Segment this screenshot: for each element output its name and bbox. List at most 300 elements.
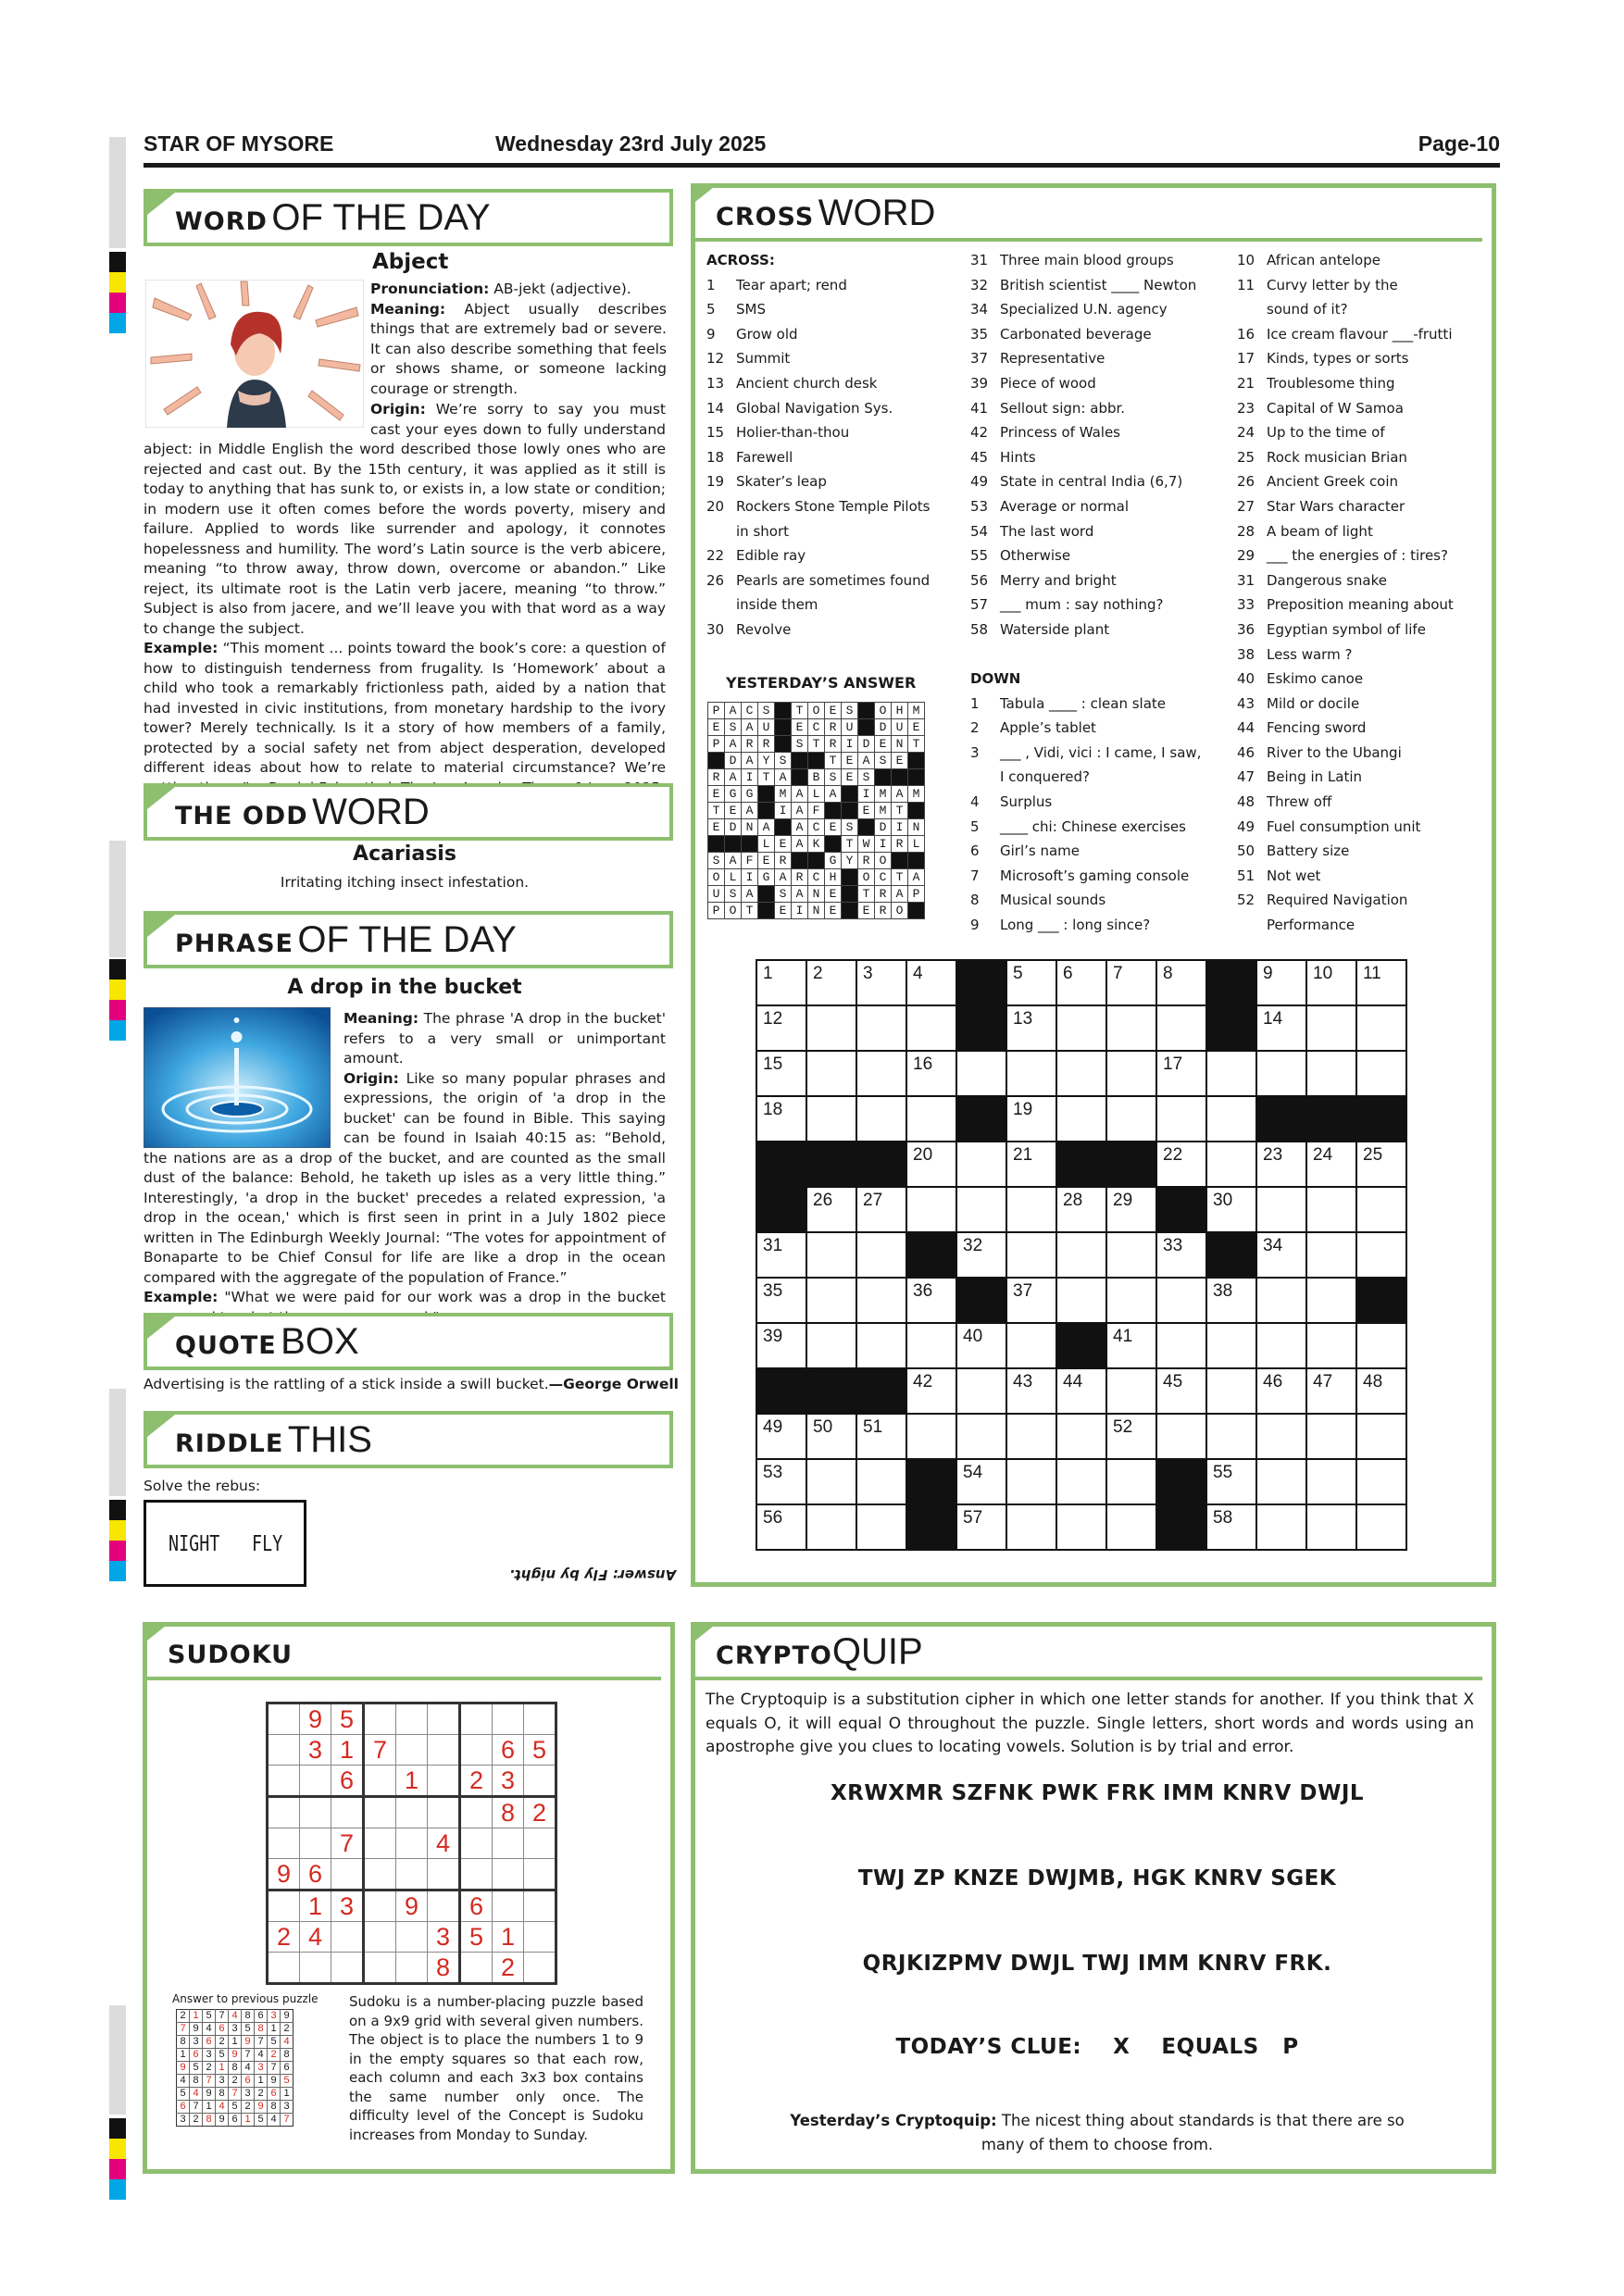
- sudoku-cell[interactable]: [300, 1797, 331, 1828]
- cell-number: 21: [1013, 1145, 1033, 1165]
- sudoku-cell[interactable]: [396, 1703, 428, 1735]
- phrase-headline: A drop in the bucket: [287, 976, 522, 999]
- crossword-cell[interactable]: [806, 1096, 856, 1142]
- crossword-cell[interactable]: [1156, 1278, 1206, 1323]
- sudoku-cell[interactable]: [493, 1828, 524, 1859]
- crossword-cell[interactable]: [1256, 1232, 1306, 1278]
- crossword-cell[interactable]: [1256, 1323, 1306, 1368]
- crossword-cell[interactable]: [806, 1504, 856, 1550]
- crossword-cell[interactable]: [856, 1459, 906, 1504]
- odd-word: Acariasis: [353, 842, 456, 866]
- crossword-cell[interactable]: [906, 1368, 956, 1414]
- crossword-cell[interactable]: [1106, 960, 1156, 1005]
- crossword-cell[interactable]: [806, 960, 856, 1005]
- cell-number: 53: [763, 1463, 783, 1482]
- clue-number: 36: [1237, 620, 1255, 638]
- cell-number: 41: [1113, 1327, 1133, 1346]
- crossword-cell[interactable]: [806, 1051, 856, 1096]
- crossword-cell[interactable]: [756, 1323, 806, 1368]
- crossword-cell[interactable]: [1006, 1459, 1056, 1504]
- previous-sudoku-cell: 3: [268, 2010, 281, 2023]
- black-square: [775, 719, 792, 736]
- crossword-cell[interactable]: [1106, 1232, 1156, 1278]
- answer-cell: N: [808, 903, 825, 919]
- sudoku-cell[interactable]: [364, 1797, 396, 1828]
- answer-cell: I: [842, 736, 858, 753]
- crossword-cell[interactable]: [1306, 1232, 1356, 1278]
- sudoku-cell[interactable]: [331, 1953, 364, 1984]
- crossword-cell[interactable]: [1206, 1278, 1256, 1323]
- crossword-cell[interactable]: [1306, 1187, 1356, 1232]
- crossword-cell[interactable]: [1156, 1232, 1206, 1278]
- paper-name: STAR OF MYSORE: [144, 131, 334, 156]
- sudoku-cell: 5: [524, 1735, 556, 1766]
- answer-cell: E: [758, 853, 775, 869]
- crossword-cell[interactable]: [906, 1323, 956, 1368]
- sudoku-cell[interactable]: [493, 1890, 524, 1922]
- sudoku-cell[interactable]: [524, 1922, 556, 1953]
- black-square: [758, 886, 775, 903]
- crossword-cell[interactable]: [1206, 1051, 1256, 1096]
- clue-text: River to the Ubangi: [1267, 743, 1402, 761]
- previous-sudoku-cell: 1: [203, 2101, 216, 2114]
- crossword-cell[interactable]: [856, 1232, 906, 1278]
- crossword-cell[interactable]: [756, 1051, 806, 1096]
- crossword-cell[interactable]: [1056, 960, 1106, 1005]
- clue-across_col2-15: [970, 618, 1230, 643]
- riddle-title-b: THIS: [287, 1419, 372, 1460]
- phrase-title-b: OF THE DAY: [297, 919, 517, 960]
- crossword-cell[interactable]: [956, 1142, 1006, 1187]
- crossword-cell[interactable]: [1056, 1096, 1106, 1142]
- sudoku-cell[interactable]: [460, 1828, 493, 1859]
- crossword-cell[interactable]: [1156, 960, 1206, 1005]
- sudoku-cell[interactable]: [364, 1703, 396, 1735]
- answer-cell: G: [725, 786, 742, 803]
- crossword-cell[interactable]: [1006, 1504, 1056, 1550]
- crossword-cell[interactable]: [1256, 1005, 1306, 1051]
- clue-text: Tear apart; rend: [736, 276, 847, 293]
- crossword-cell[interactable]: [1056, 1051, 1106, 1096]
- sudoku-cell[interactable]: [428, 1766, 460, 1797]
- sudoku-cell[interactable]: [428, 1890, 460, 1922]
- sudoku-cell[interactable]: [268, 1735, 300, 1766]
- crossword-cell[interactable]: [906, 1414, 956, 1459]
- crossword-cell[interactable]: [856, 1096, 906, 1142]
- crossword-cell[interactable]: [806, 1232, 856, 1278]
- crossword-cell[interactable]: [906, 1142, 956, 1187]
- crossword-cell[interactable]: [856, 1187, 906, 1232]
- clue-text: Threw off: [1267, 793, 1332, 811]
- crossword-cell[interactable]: [1006, 1187, 1056, 1232]
- answer-cell: A: [892, 786, 908, 803]
- crossword-cell[interactable]: [806, 1414, 856, 1459]
- sudoku-cell[interactable]: [396, 1859, 428, 1890]
- crossword-cell[interactable]: [1256, 1142, 1306, 1187]
- crossword-cell[interactable]: [906, 1096, 956, 1142]
- sudoku-cell[interactable]: [364, 1922, 396, 1953]
- sudoku-cell[interactable]: [428, 1797, 460, 1828]
- sudoku-cell[interactable]: [460, 1735, 493, 1766]
- sudoku-cell[interactable]: [493, 1703, 524, 1735]
- crossword-cell[interactable]: [1206, 1096, 1256, 1142]
- clue-number: 54: [970, 522, 989, 540]
- sudoku-cell[interactable]: [428, 1703, 460, 1735]
- sudoku-cell[interactable]: [524, 1890, 556, 1922]
- sudoku-cell: 9: [396, 1890, 428, 1922]
- crossword-cell[interactable]: [1006, 1323, 1056, 1368]
- clue-text: Curvy letter by the: [1267, 276, 1398, 293]
- sudoku-cell: 2: [493, 1953, 524, 1984]
- sudoku-cell[interactable]: [396, 1735, 428, 1766]
- crossword-cell[interactable]: [1106, 1504, 1156, 1550]
- answer-cell: D: [725, 819, 742, 836]
- answer-cell: R: [825, 719, 842, 736]
- crossword-cell[interactable]: [1006, 1096, 1056, 1142]
- crossword-cell[interactable]: [856, 1051, 906, 1096]
- sudoku-cell[interactable]: [331, 1859, 364, 1890]
- sudoku-cell[interactable]: [364, 1953, 396, 1984]
- crossword-cell[interactable]: [1306, 1005, 1356, 1051]
- crossword-cell[interactable]: [1206, 1142, 1256, 1187]
- crossword-cell[interactable]: [1206, 1187, 1256, 1232]
- crossword-cell[interactable]: [1306, 1323, 1356, 1368]
- crossword-cell[interactable]: [1006, 1368, 1056, 1414]
- crossword-cell[interactable]: [1156, 1323, 1206, 1368]
- cell-number: 48: [1363, 1372, 1383, 1391]
- sudoku-cell[interactable]: [300, 1953, 331, 1984]
- sudoku-cell[interactable]: [460, 1953, 493, 1984]
- title-flag: [147, 915, 175, 937]
- crossword-cell[interactable]: [906, 1051, 956, 1096]
- clue-number: 17: [1237, 350, 1255, 368]
- answer-cell: M: [875, 803, 892, 819]
- sudoku-cell[interactable]: [524, 1703, 556, 1735]
- crossword-cell[interactable]: [1156, 1368, 1206, 1414]
- previous-sudoku-cell: 4: [281, 2036, 294, 2049]
- previous-sudoku-cell: 8: [203, 2114, 216, 2127]
- black-square: [842, 803, 858, 819]
- crossword-cell[interactable]: [1006, 1278, 1056, 1323]
- crossword-cell[interactable]: [906, 1005, 956, 1051]
- crossword-cell[interactable]: [1106, 1368, 1156, 1414]
- crossword-cell[interactable]: [1256, 1051, 1306, 1096]
- clue-number: 22: [706, 547, 725, 565]
- sudoku-cell[interactable]: [331, 1922, 364, 1953]
- crossword-cell[interactable]: [856, 960, 906, 1005]
- crossword-cell[interactable]: [1106, 1051, 1156, 1096]
- crossword-cell[interactable]: [1356, 1187, 1406, 1232]
- crossword-cell[interactable]: [956, 1232, 1006, 1278]
- crossword-cell[interactable]: [1256, 1459, 1306, 1504]
- sudoku-cell[interactable]: [364, 1859, 396, 1890]
- margin-gray-bar-3: [109, 1389, 126, 1496]
- black-square: [708, 836, 725, 853]
- answer-cell: D: [725, 753, 742, 769]
- clue-across_col1-7: [706, 445, 966, 470]
- sudoku-cell[interactable]: [364, 1890, 396, 1922]
- black-square: [1356, 1096, 1406, 1142]
- sudoku-cell[interactable]: [268, 1766, 300, 1797]
- answer-cell: T: [892, 869, 908, 886]
- crossword-cell[interactable]: [1156, 1142, 1206, 1187]
- crossword-cell[interactable]: [806, 1323, 856, 1368]
- clue-number: 1: [970, 694, 980, 712]
- clue-text: Egyptian symbol of life: [1267, 620, 1426, 638]
- sudoku-description: Sudoku is a number-placing puzzle based on a 9x9 grid with several given numbers. The object is to place the numbers 1 to 9 in the empty squares so that each row, each column and each 3x3 box contains the same number only once. The difficulty level of the Concept is Sudoku increases from Monday to Sunday.: [349, 1993, 643, 2143]
- crossword-cell[interactable]: [756, 1504, 806, 1550]
- crossword-cell[interactable]: [1306, 1504, 1356, 1550]
- crossword-cell[interactable]: [906, 1187, 956, 1232]
- answer-cell: A: [792, 803, 808, 819]
- crossword-cell[interactable]: [906, 960, 956, 1005]
- cell-number: 2: [813, 964, 823, 983]
- crossword-cell[interactable]: [1106, 1005, 1156, 1051]
- crossword-cell[interactable]: [756, 960, 806, 1005]
- cell-number: 6: [1063, 964, 1073, 983]
- sudoku-cell[interactable]: [428, 1859, 460, 1890]
- rebus-box: [144, 1500, 306, 1587]
- cell-number: 30: [1213, 1191, 1233, 1210]
- crossword-cell[interactable]: [806, 1005, 856, 1051]
- sudoku-cell[interactable]: [524, 1828, 556, 1859]
- crossword-cell[interactable]: [1206, 1414, 1256, 1459]
- clue-across_col2-5: [970, 371, 1230, 396]
- crossword-cell[interactable]: [1256, 1368, 1306, 1414]
- sudoku-cell[interactable]: [300, 1766, 331, 1797]
- crossword-cell[interactable]: [856, 1414, 906, 1459]
- sudoku-cell[interactable]: [493, 1859, 524, 1890]
- crossword-cell[interactable]: [1356, 960, 1406, 1005]
- crossword-cell[interactable]: [1056, 1414, 1106, 1459]
- crossword-cell[interactable]: [1056, 1005, 1106, 1051]
- sudoku-cell: 1: [300, 1890, 331, 1922]
- crossword-cell[interactable]: [1106, 1187, 1156, 1232]
- issue-date: Wednesday 23rd July 2025: [495, 131, 767, 156]
- crossword-cell[interactable]: [1306, 960, 1356, 1005]
- clue-number: 21: [1237, 374, 1255, 392]
- crossword-cell[interactable]: [956, 1459, 1006, 1504]
- clue-number: 26: [706, 571, 725, 589]
- clue-text: Otherwise: [1000, 547, 1071, 565]
- sudoku-cell[interactable]: [460, 1703, 493, 1735]
- answer-cell: O: [892, 903, 908, 919]
- crossword-cell[interactable]: [856, 1278, 906, 1323]
- cell-number: 29: [1113, 1191, 1133, 1210]
- crossword-cell[interactable]: [1106, 1278, 1156, 1323]
- clue-across_col1-12: [706, 568, 966, 593]
- black-square: [725, 836, 742, 853]
- crossword-cell[interactable]: [1256, 1278, 1306, 1323]
- sudoku-cell[interactable]: [268, 1828, 300, 1859]
- crossword-cell[interactable]: [1206, 1504, 1256, 1550]
- clue-text: in short: [736, 522, 789, 540]
- crossword-cell[interactable]: [1006, 1051, 1056, 1096]
- clue-number: 39: [970, 374, 989, 392]
- previous-sudoku-cell: 9: [190, 2023, 203, 2036]
- sudoku-cell: 7: [331, 1828, 364, 1859]
- crossword-cell[interactable]: [1156, 1096, 1206, 1142]
- black-square: [956, 960, 1006, 1005]
- clue-text: Carbonated beverage: [1000, 325, 1152, 343]
- crossword-cell[interactable]: [1056, 1504, 1106, 1550]
- answer-cell: C: [808, 819, 825, 836]
- sudoku-cell[interactable]: [396, 1797, 428, 1828]
- black-square: [908, 903, 925, 919]
- answer-cell: R: [742, 736, 758, 753]
- crossword-cell[interactable]: [1356, 1051, 1406, 1096]
- crossword-cell[interactable]: [756, 1232, 806, 1278]
- crossword-cell[interactable]: [1256, 1187, 1306, 1232]
- clue-across_col1-8: [706, 469, 966, 494]
- sudoku-cell[interactable]: [396, 1953, 428, 1984]
- crossword-cell[interactable]: [956, 1414, 1006, 1459]
- crossword-cell[interactable]: [956, 1504, 1006, 1550]
- clue-text: Specialized U.N. agency: [1000, 301, 1168, 318]
- clue-text: sound of it?: [1267, 301, 1348, 318]
- answer-cell: E: [842, 753, 858, 769]
- clue-down_col2-0: [970, 692, 1230, 717]
- previous-sudoku-cell: 1: [177, 2049, 190, 2062]
- answer-cell: L: [758, 836, 775, 853]
- previous-sudoku-cell: 2: [190, 2114, 203, 2127]
- crossword-cell[interactable]: [756, 1096, 806, 1142]
- crossword-cell[interactable]: [756, 1459, 806, 1504]
- black-square: [906, 1459, 956, 1504]
- clue-number: 38: [1237, 645, 1255, 663]
- crossword-cell[interactable]: [756, 1278, 806, 1323]
- crossword-cell[interactable]: [1356, 1232, 1406, 1278]
- crossword-cell[interactable]: [1356, 1459, 1406, 1504]
- sudoku-cell[interactable]: [268, 1703, 300, 1735]
- previous-sudoku-cell: 4: [216, 2101, 229, 2114]
- crossword-cell[interactable]: [1356, 1142, 1406, 1187]
- crossword-cell[interactable]: [1306, 1368, 1356, 1414]
- clue-across_col1-2: [706, 322, 966, 347]
- crossword-cell[interactable]: [856, 1005, 906, 1051]
- clue-number: 29: [1237, 547, 1255, 565]
- cell-number: 12: [763, 1009, 783, 1029]
- crossword-cell[interactable]: [1206, 1323, 1256, 1368]
- black-square: [1056, 1323, 1106, 1368]
- black-square: [908, 803, 925, 819]
- sudoku-cell[interactable]: [300, 1828, 331, 1859]
- crossword-cell[interactable]: [1306, 1414, 1356, 1459]
- crossword-cell[interactable]: [1256, 1504, 1306, 1550]
- sudoku-cell[interactable]: [460, 1859, 493, 1890]
- sudoku-cell[interactable]: [268, 1797, 300, 1828]
- crossword-cell[interactable]: [756, 1005, 806, 1051]
- crossword-cell[interactable]: [806, 1278, 856, 1323]
- crossword-cell[interactable]: [1056, 1459, 1106, 1504]
- crossword-cell[interactable]: [956, 1368, 1006, 1414]
- crossword-cell[interactable]: [1156, 1414, 1206, 1459]
- crossword-cell[interactable]: [1056, 1278, 1106, 1323]
- sudoku-cell[interactable]: [268, 1890, 300, 1922]
- crossword-cell[interactable]: [906, 1278, 956, 1323]
- clue-number: [1237, 913, 1267, 938]
- crossword-cell[interactable]: [1156, 1005, 1206, 1051]
- sudoku-cell[interactable]: [524, 1766, 556, 1797]
- sudoku-title-box: [147, 1627, 661, 1680]
- crossword-cell[interactable]: [956, 1051, 1006, 1096]
- crossword-cell[interactable]: [956, 1187, 1006, 1232]
- cell-number: 14: [1263, 1009, 1283, 1029]
- crossword-cell[interactable]: [1356, 1005, 1406, 1051]
- crossword-cell[interactable]: [1256, 960, 1306, 1005]
- sudoku-cell[interactable]: [428, 1735, 460, 1766]
- clue-number: 18: [706, 448, 725, 466]
- answer-cell: R: [892, 836, 908, 853]
- crossword-cell[interactable]: [1056, 1368, 1106, 1414]
- answer-cell: G: [825, 853, 842, 869]
- sudoku-cell[interactable]: [396, 1828, 428, 1859]
- crossword-cell[interactable]: [856, 1504, 906, 1550]
- quote-title-b: BOX: [281, 1321, 359, 1362]
- sudoku-cell[interactable]: [524, 1953, 556, 1984]
- crossword-cell[interactable]: [856, 1323, 906, 1368]
- sudoku-cell[interactable]: [268, 1953, 300, 1984]
- crossword-cell[interactable]: [806, 1187, 856, 1232]
- crossword-cell[interactable]: [1356, 1414, 1406, 1459]
- crossword-cell[interactable]: [1356, 1504, 1406, 1550]
- crossword-cell[interactable]: [1106, 1323, 1156, 1368]
- sudoku-cell[interactable]: [364, 1828, 396, 1859]
- clue-across_col1-0: [706, 273, 966, 298]
- crossword-cell[interactable]: [1306, 1459, 1356, 1504]
- crossword-cell[interactable]: [1306, 1278, 1356, 1323]
- clue-number: 23: [1237, 399, 1255, 417]
- crossword-cell[interactable]: [1056, 1232, 1106, 1278]
- crossword-cell[interactable]: [806, 1459, 856, 1504]
- crossword-cell[interactable]: [1306, 1051, 1356, 1096]
- crossword-cell[interactable]: [1156, 1051, 1206, 1096]
- crossword-cell[interactable]: [1206, 1368, 1256, 1414]
- crossword-cell[interactable]: [1306, 1142, 1356, 1187]
- sudoku-cell[interactable]: [364, 1766, 396, 1797]
- crossword-cell[interactable]: [1006, 1005, 1056, 1051]
- answer-cell: A: [792, 786, 808, 803]
- answer-cell: Y: [758, 753, 775, 769]
- black-square: [856, 1142, 906, 1187]
- clue-number: 13: [706, 374, 725, 392]
- previous-sudoku-cell: 9: [203, 2088, 216, 2101]
- answer-cell: L: [725, 869, 742, 886]
- crossword-cell[interactable]: [1006, 960, 1056, 1005]
- crossword-cell[interactable]: [1106, 1459, 1156, 1504]
- crossword-cell[interactable]: [1006, 1142, 1056, 1187]
- previous-sudoku-cell: 4: [190, 2088, 203, 2101]
- crossword-cell[interactable]: [956, 1323, 1006, 1368]
- crossword-cell[interactable]: [1106, 1096, 1156, 1142]
- crossword-cell[interactable]: [1106, 1414, 1156, 1459]
- crossword-cell[interactable]: [1356, 1323, 1406, 1368]
- sudoku-cell[interactable]: [396, 1922, 428, 1953]
- crossword-cell[interactable]: [1006, 1414, 1056, 1459]
- cell-number: 40: [963, 1327, 983, 1346]
- crossword-cell[interactable]: [1256, 1414, 1306, 1459]
- crossword-cell[interactable]: [1206, 1459, 1256, 1504]
- black-square: [708, 753, 725, 769]
- crossword-cell[interactable]: [1356, 1368, 1406, 1414]
- crossword-cell[interactable]: [1006, 1232, 1056, 1278]
- crossword-cell[interactable]: [1056, 1187, 1106, 1232]
- clue-text: Princess of Wales: [1000, 424, 1120, 442]
- crossword-cell[interactable]: [756, 1414, 806, 1459]
- sudoku-cell[interactable]: [524, 1859, 556, 1890]
- sudoku-cell[interactable]: [460, 1797, 493, 1828]
- sudoku-cell[interactable]: [331, 1797, 364, 1828]
